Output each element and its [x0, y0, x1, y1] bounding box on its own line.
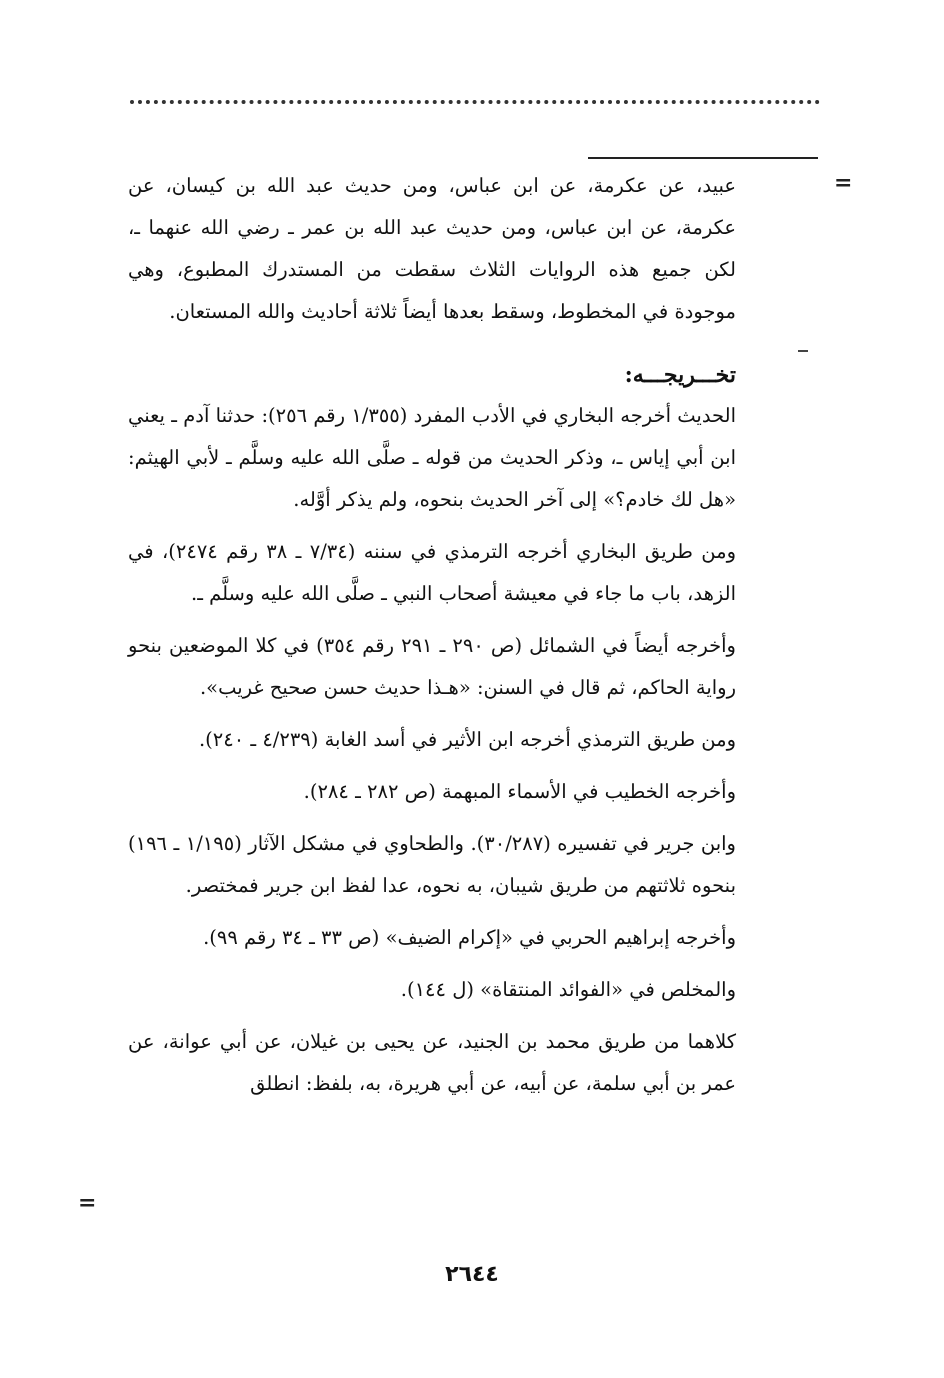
section-continuation-mark: =: [78, 1190, 97, 1216]
paragraph-1: الحديث أخرجه البخاري في الأدب المفرد (١/٣٥٥ رقم ٢٥٦): حدثنا آدم ـ يعني ابن أبي إياس ـ، وذكر الحديث من قوله ـ صلَّى الله عليه وسلَّم ـ لأبي الهيثم: «هل لك خادم؟» إلى آخر الحديث بنحوه، ولم يذكر أوَّله.: [128, 404, 737, 511]
page-number: ٢٦٤٤: [445, 1262, 499, 1287]
paragraph-7: وأخرجه إبراهيم الحربي في «إكرام الضيف» (ص ٣٣ ـ ٣٤ رقم ٩٩).: [203, 926, 736, 949]
footnote-text: عبيد، عن عكرمة، عن ابن عباس، ومن حديث عبد الله بن كيسان، عن عكرمة، عن ابن عباس، ومن حديث عبد الله بن عمر ـ رضي الله عنهما ـ، لكن جميع هذه الروايات الثلاث سقطت من المستدرك المطبوع، وهي موجودة في المخطوط، وسقط بعدها أيضاً ثلاثة أحاديث والله المستعان.: [128, 174, 736, 323]
footnote-continuation-mark: =: [834, 170, 853, 196]
page-body: [128, 165, 736, 1115]
top-dotted-separator: [130, 100, 820, 104]
paragraph-8: والمخلص في «الفوائد المنتقاة» (ل ١٤٤).: [400, 978, 736, 1001]
paragraph-9: كلاهما من طريق محمد بن الجنيد، عن يحيى بن غيلان، عن أبي عوانة، عن عمر بن أبي سلمة، عن أبيه، عن أبي هريرة، به، بلفظ: انطلق: [128, 1030, 736, 1095]
paragraph-3: وأخرجه أيضاً في الشمائل (ص ٢٩٠ ـ ٢٩١ رقم ٣٥٤) في كلا الموضعين بنحو رواية الحاكم، ثم قال في السنن: «هـذا حديث حسن صحيح غريب».: [128, 634, 736, 699]
section-heading: تخـــريجـــه:: [624, 362, 736, 388]
paragraph-5: وأخرجه الخطيب في الأسماء المبهمة (ص ٢٨٢ ـ ٢٨٤).: [303, 780, 736, 803]
paragraph-2: ومن طريق البخاري أخرجه الترمذي في سننه (٧/٣٤ ـ ٣٨ رقم ٢٤٧٤)، في الزهد، باب ما جاء في معيشة أصحاب النبي ـ صلَّى الله عليه وسلَّم ـ.: [128, 540, 736, 605]
paragraph-6: وابن جرير في تفسيره (٣٠/٢٨٧). والطحاوي في مشكل الآثار (١/١٩٥ ـ ١٩٦) بنحوه ثلاثتهم من طريق شيبان، به نحوه، عدا لفظ ابن جرير فمختصر.: [128, 832, 736, 897]
paragraph-4: ومن طريق الترمذي أخرجه ابن الأثير في أسد الغابة (٤/٢٣٩ ـ ٢٤٠).: [198, 728, 736, 751]
footnote-rule: [588, 157, 818, 159]
margin-tick: [798, 350, 808, 352]
